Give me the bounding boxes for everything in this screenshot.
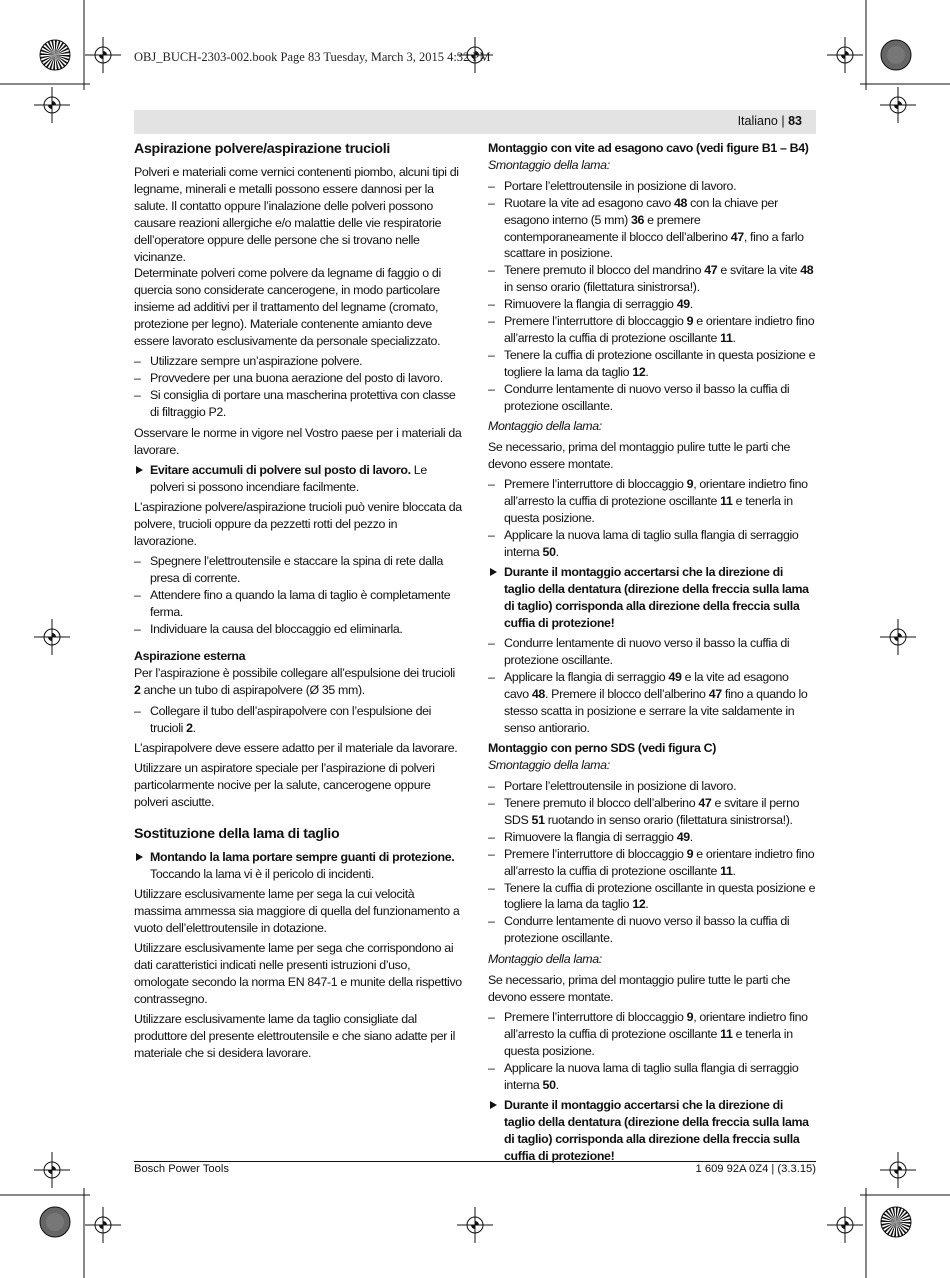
list-item: – Rimuovere la flangia di serraggio 49. (488, 829, 816, 846)
list-item: – Utilizzare sempre un’aspirazione polvere. (134, 353, 462, 370)
paragraph: Se necessario, prima del montaggio pulire tutte le parti che devono essere montate. (488, 439, 791, 471)
bullet-list (488, 1009, 816, 1094)
list-item: – Si consiglia di portare una mascherina protettiva con classe di filtraggio P2. (134, 387, 462, 421)
registration-target (85, 1207, 121, 1243)
footer-doc-number: 1 609 92A 0Z4 | (3.3.15) (695, 1163, 816, 1175)
list-item: – Condurre lentamente di nuovo verso il basso la cuffia di protezione oscillante. (488, 913, 816, 947)
list-item: – Applicare la nuova lama di taglio sulla flangia di serraggio interna 50. (488, 527, 816, 561)
list-item: – Tenere la cuffia di protezione oscillante in questa posizione e togliere la lama da taglio 12. (488, 880, 816, 914)
paragraph: Utilizzare un aspiratore speciale per l’aspirazione di polveri particolarmente nocive per la salute, cancerogene oppure polveri asciutte. (134, 761, 435, 810)
header-bar (134, 110, 816, 134)
registration-wheel (40, 1207, 70, 1237)
warning-text: Le polveri si possono incendiare facilmente. (150, 462, 427, 494)
registration-wheel (40, 40, 70, 70)
header-language: Italiano (737, 114, 778, 128)
registration-target (827, 1207, 863, 1243)
list-item: – Portare l’elettroutensile in posizione di lavoro. (488, 778, 816, 795)
bullet-list (488, 476, 816, 561)
list-item: – Applicare la flangia di serraggio 49 e la vite ad esagono cavo 48. Premere il blocco dell’alberino 47 fino a quando lo stesso scatta in posizione e serrare la vite saldamente in senso antiorario. (488, 669, 816, 737)
registration-wheel (881, 40, 911, 70)
registration-target (457, 1207, 493, 1243)
sub-heading-mounting: Montaggio della lama: (488, 951, 602, 966)
list-item: – Attendere fino a quando la lama di taglio è completamente ferma. (134, 587, 462, 621)
warning-bold: Durante il montaggio accertarsi che la direzione di taglio della dentatura (direzione della freccia sulla lama di taglio) corrisponda alla direzione della freccia sulla cuffia di protezione! (504, 1097, 809, 1163)
paragraph: Utilizzare esclusivamente lame per sega che corrispondono ai dati caratteristici indicati nelle presenti istruzioni d’uso, omologate secondo la norma EN 847-1 e munite della rispettivo contrassegno. (134, 941, 462, 1006)
list-item: – Collegare il tubo dell’aspirapolvere con l’espulsione dei trucioli 2. (134, 703, 462, 737)
registration-target (880, 87, 916, 123)
list-item: – Premere l’interruttore di bloccaggio 9, orientare indietro fino all’arresto la cuffia di protezione oscillante 11 e tenerla in questa posizione. (488, 476, 816, 527)
registration-wheel (881, 1207, 911, 1237)
registration-target (34, 619, 70, 655)
sub-heading-mounting: Montaggio della lama: (488, 419, 602, 433)
list-item: – Individuare la causa del bloccaggio ed eliminarla. (134, 621, 462, 638)
paragraph: Osservare le norme in vigore nel Vostro paese per i materiali da lavorare. (134, 425, 462, 457)
left-column (134, 140, 462, 1066)
subsection-external-extraction: Aspirazione esterna (134, 649, 246, 664)
subsection-hex-screw-mounting: Montaggio con vite ad esagono cavo (vedi figure B1 – B4) (488, 141, 809, 155)
footer-brand: Bosch Power Tools (134, 1163, 229, 1175)
list-item: – Premere l’interruttore di bloccaggio 9 e orientare indietro fino all’arresto la cuffia di protezione oscillante 11. (488, 846, 816, 880)
paragraph: L’aspirazione polvere/aspirazione trucioli può venire bloccata da polvere, trucioli oppure da pezzetti rotti del pezzo in lavorazione. (134, 500, 462, 549)
list-item: – Ruotare la vite ad esagono cavo 48 con la chiave per esagono interno (5 mm) 36 e premere contemporaneamente il blocco dell’alberino 47, fino a farlo scattare in posizione. (488, 195, 816, 263)
warning-item (134, 462, 462, 496)
list-item: – Rimuovere la flangia di serraggio 49. (488, 296, 816, 313)
list-item: – Spegnere l’elettroutensile e staccare la spina di rete dalla presa di corrente. (134, 553, 462, 587)
bullet-list (134, 553, 462, 638)
registration-target (827, 37, 863, 73)
warning-item (488, 1097, 816, 1165)
paragraph: Determinate polveri come polvere da legname di faggio o di quercia sono considerate cancerogene, in modo particolare insieme ad additivi per il trattamento del legname (cromato, protezione per legno). Materiale contenente amianto deve essere lavorato esclusivamente da personale specializzato. (134, 266, 441, 349)
bullet-list (488, 635, 816, 736)
registration-target (880, 1152, 916, 1188)
list-item: – Condurre lentamente di nuovo verso il basso la cuffia di protezione oscillante. (488, 635, 816, 669)
warning-text: Toccando la lama vi è il pericolo di incidenti. (150, 866, 374, 881)
section-title-dust-extraction: Aspirazione polvere/aspirazione trucioli (134, 141, 391, 157)
bullet-list (488, 178, 816, 415)
registration-target (34, 87, 70, 123)
paragraph: Polveri e materiali come vernici contenenti piombo, alcuni tipi di legname, minerali e metalli possono essere dannosi per la salute. Il contatto oppure l’inalazione delle polveri possono causare reazioni allergiche e/o malattie delle vie respiratorie dell’operatore oppure delle persone che si trovano nelle vicinanze. (134, 165, 459, 264)
list-item: – Tenere premuto il blocco del mandrino 47 e svitare la vite 48 in senso orario (filettatura sinistrorsa!). (488, 262, 816, 296)
registration-target (880, 619, 916, 655)
file-slug: OBJ_BUCH-2303-002.book Page 83 Tuesday, March 3, 2015 4:32 PM (134, 50, 491, 64)
paragraph: L’aspirapolvere deve essere adatto per il materiale da lavorare. (134, 741, 458, 755)
page-number: 83 (788, 114, 802, 128)
warning-bold: Durante il montaggio accertarsi che la direzione di taglio della dentatura (direzione della freccia sulla lama di taglio) corrisponda alla direzione della freccia sulla cuffia di protezione! (504, 565, 809, 630)
list-item: – Provvedere per una buona aerazione del posto di lavoro. (134, 370, 462, 387)
warning-item (488, 564, 816, 632)
list-item: – Condurre lentamente di nuovo verso il basso la cuffia di protezione oscillante. (488, 381, 816, 415)
list-item: – Premere l’interruttore di bloccaggio 9, orientare indietro fino all’arresto la cuffia di protezione oscillante 11 e tenerla in questa posizione. (488, 1009, 816, 1060)
running-header: Italiano | 83 (737, 114, 802, 128)
right-column (488, 140, 816, 1168)
list-item: – Applicare la nuova lama di taglio sulla flangia di serraggio interna 50. (488, 1060, 816, 1094)
list-item: – Portare l’elettroutensile in posizione di lavoro. (488, 178, 816, 195)
subsection-sds-mounting: Montaggio con perno SDS (vedi figura C) (488, 741, 716, 756)
section-title-blade-change: Sostituzione della lama di taglio (134, 825, 340, 842)
list-item: – Premere l’interruttore di bloccaggio 9 e orientare indietro fino all’arresto la cuffia di protezione oscillante 11. (488, 313, 816, 347)
warning-bold: Evitare accumuli di polvere sul posto di lavoro. (150, 462, 411, 477)
paragraph: Utilizzare esclusivamente lame da taglio consigliate dal produttore del presente elettroutensile e che siano adatte per il materiale che si desidera lavorare. (134, 1012, 455, 1061)
sub-heading-removal: Smontaggio della lama: (488, 758, 610, 773)
footer-rule (134, 1161, 816, 1162)
bullet-list (134, 703, 462, 737)
sub-heading-removal: Smontaggio della lama: (488, 157, 610, 172)
warning-bold: Montando la lama portare sempre guanti di protezione. (150, 849, 455, 864)
bullet-list (134, 353, 462, 421)
paragraph: Per l’aspirazione è possibile collegare all’espulsione dei trucioli 2 anche un tubo di aspirapolvere (Ø 35 mm). (134, 666, 455, 698)
warning-item (134, 849, 462, 883)
registration-target (85, 37, 121, 73)
list-item: – Tenere la cuffia di protezione oscillante in questa posizione e togliere la lama da taglio 12. (488, 347, 816, 381)
bullet-list (488, 778, 816, 947)
list-item: – Tenere premuto il blocco dell’alberino 47 e svitare il perno SDS 51 ruotando in senso orario (filettatura sinistrorsa!). (488, 795, 816, 829)
paragraph: Utilizzare esclusivamente lame per sega la cui velocità massima ammessa sia maggiore di quella del funzionamento a vuoto dell’elettroutensile in dotazione. (134, 886, 460, 935)
registration-target (34, 1152, 70, 1188)
paragraph: Se necessario, prima del montaggio pulire tutte le parti che devono essere montate. (488, 972, 791, 1004)
